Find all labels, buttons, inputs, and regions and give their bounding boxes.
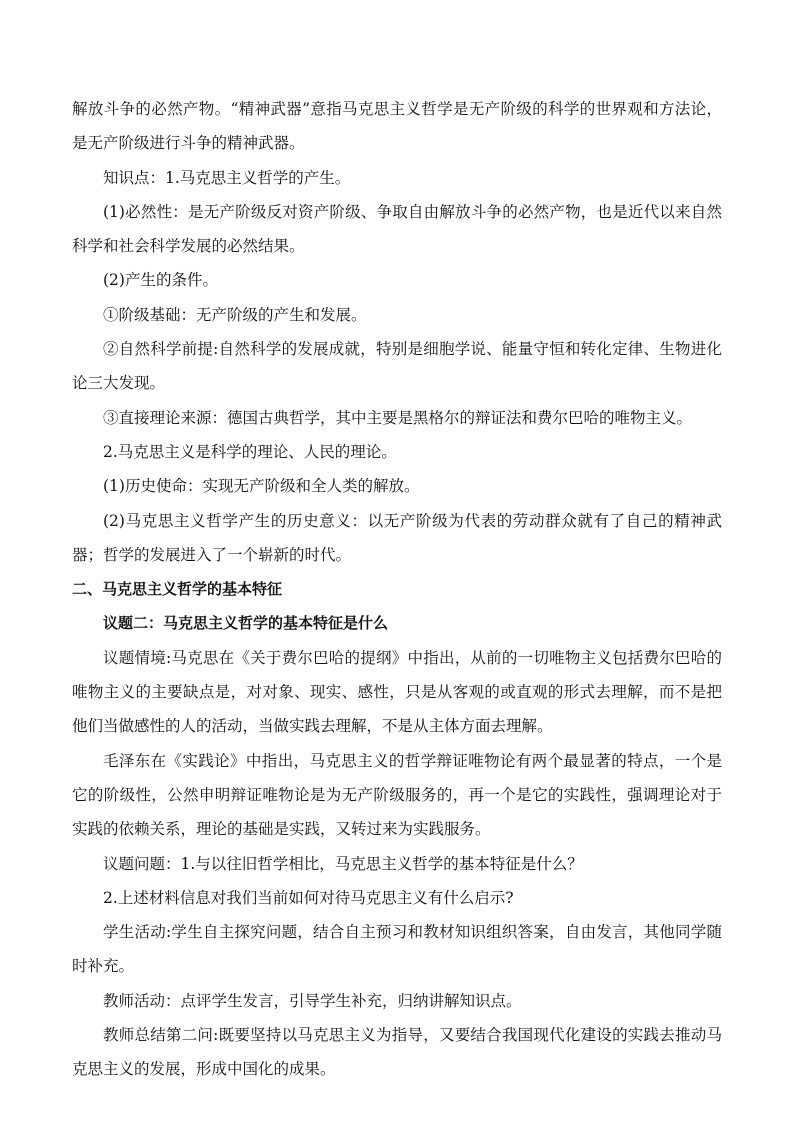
topic-question-2: 2.上述材料信息对我们当前如何对待马克思主义有什么启示? bbox=[103, 888, 514, 907]
topic-two-heading: 议题二：马克思主义哲学的基本特征是什么 bbox=[103, 614, 389, 633]
topic-situation: 议题情境:马克思在《关于费尔巴哈的提纲》中指出，从前的一切唯物主义包括费尔巴哈的唯物主义的主要缺点是，对对象、现实、感性，只是从客观的或直观的形式去理解，而不是把他们当做感性的人的活动，当做实践去理解，不是从主体方面去理解。 bbox=[72, 648, 722, 736]
class-basis-item: ①阶级基础：无产阶级的产生和发展。 bbox=[103, 305, 367, 324]
document-body bbox=[72, 92, 722, 1087]
teacher-activity: 教师活动：点评学生发言，引导学生补充，归纳讲解知识点。 bbox=[103, 991, 522, 1010]
student-activity: 学生活动:学生自主探究问题，结合自主预习和教材知识组织答案，自由发言，其他同学随时补充。 bbox=[72, 923, 722, 976]
historical-significance-item: (2)马克思主义哲学产生的历史意义：以无产阶级为代表的劳动群众就有了自己的精神武器；哲学的发展进入了一个崭新的时代。 bbox=[72, 511, 722, 564]
science-premise-item: ②自然科学前提:自然科学的发展成就，特别是细胞学说、能量守恒和转化定律、生物进化论三大发现。 bbox=[72, 340, 722, 393]
paragraph-continuation: 解放斗争的必然产物。“精神武器”意指马克思主义哲学是无产阶级的科学的世界观和方法论，是无产阶级进行斗争的精神武器。 bbox=[72, 100, 722, 153]
topic-question-1: 议题问题：1.与以往旧哲学相比，马克思主义哲学的基本特征是什么？ bbox=[103, 854, 583, 873]
section-heading: 二、马克思主义哲学的基本特征 bbox=[72, 580, 283, 599]
knowledge-point-2: 2.马克思主义是科学的理论、人民的理论。 bbox=[103, 442, 397, 461]
conditions-item: (2)产生的条件。 bbox=[103, 271, 218, 290]
mao-quote-paragraph: 毛泽东在《实践论》中指出，马克思主义的哲学辩证唯物论有两个最显著的特点，一个是它的阶级性，公然申明辩证唯物论是为无产阶级服务的，再一个是它的实践性，强调理论对于实践的依赖关系，理论的基础是实践，又转过来为实践服务。 bbox=[72, 751, 722, 839]
teacher-summary: 教师总结第二问:既要坚持以马克思主义为指导，又要结合我国现代化建设的实践去推动马克思主义的发展，形成中国化的成果。 bbox=[72, 1026, 722, 1079]
knowledge-point-1: 知识点：1.马克思主义哲学的产生。 bbox=[103, 168, 351, 187]
theory-source-item: ③直接理论来源：德国古典哲学，其中主要是黑格尔的辩证法和费尔巴哈的唯物主义。 bbox=[103, 408, 693, 427]
necessity-item: (1)必然性：是无产阶级反对资产阶级、争取自由解放斗争的必然产物，也是近代以来自然科学和社会科学发展的必然结果。 bbox=[72, 202, 722, 256]
historical-mission-item: (1)历史使命：实现无产阶级和全人类的解放。 bbox=[103, 477, 420, 496]
